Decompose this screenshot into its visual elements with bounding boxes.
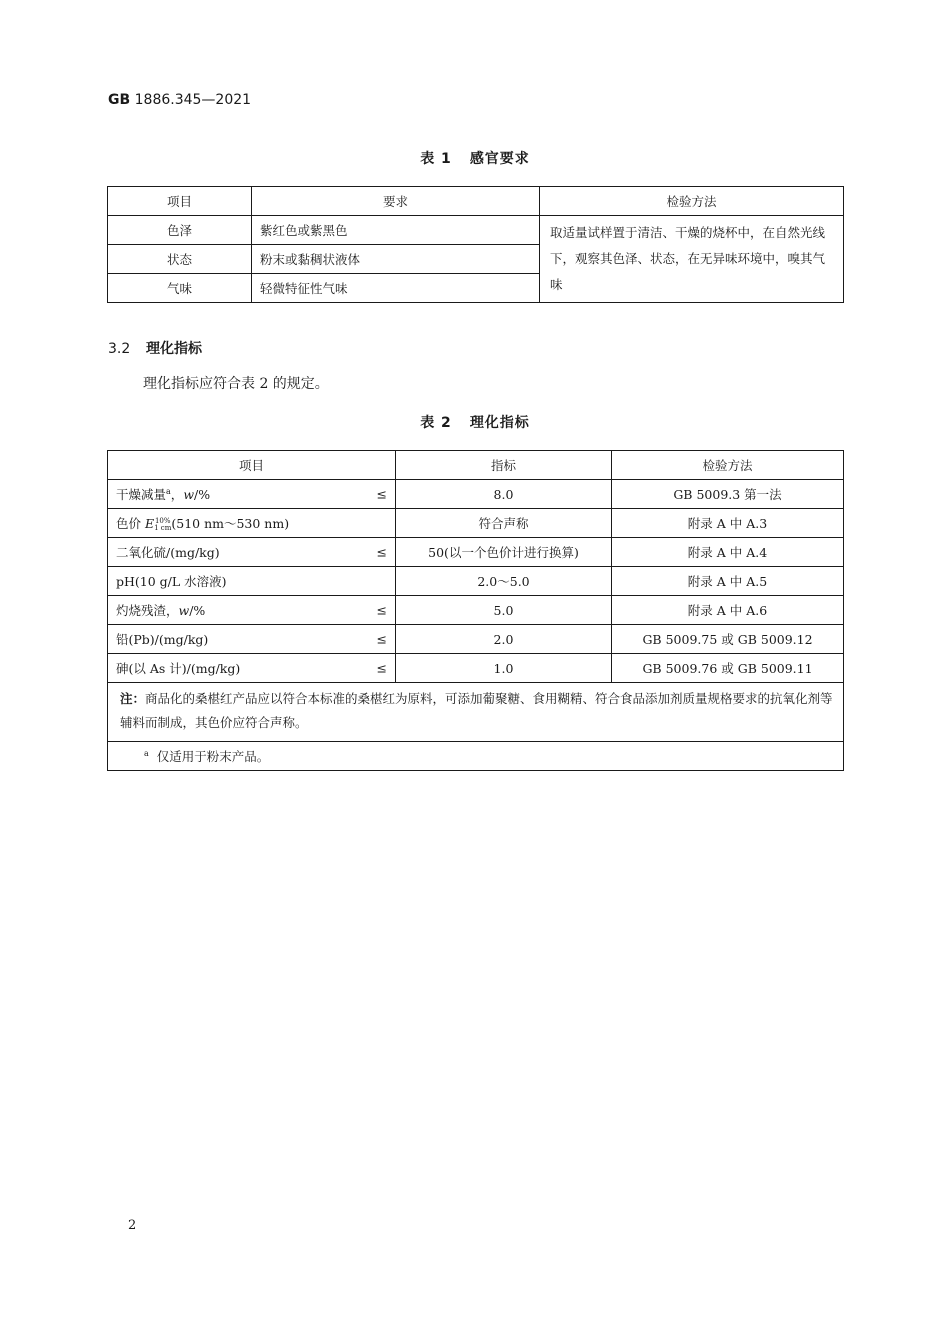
section-number: 3.2 xyxy=(108,341,131,357)
item-text: 砷(以 As 计)/(mg/kg) xyxy=(116,661,241,676)
le-symbol: ≤ xyxy=(376,544,387,560)
value-cell: 5.0 xyxy=(396,596,612,625)
value-cell: 符合声称 xyxy=(396,509,612,538)
item-cell xyxy=(108,654,396,683)
table-row xyxy=(108,625,844,654)
le-symbol: ≤ xyxy=(376,660,387,676)
header-cell: 要求 xyxy=(252,187,540,216)
header-cell: 指标 xyxy=(396,451,612,480)
item-variable: E xyxy=(144,516,155,531)
table2-caption xyxy=(0,412,950,432)
requirement-cell: 粉末或黏稠状液体 xyxy=(252,245,540,274)
le-symbol: ≤ xyxy=(376,486,387,502)
method-cell: GB 5009.3 第一法 xyxy=(612,480,844,509)
table-row xyxy=(108,596,844,625)
sub-bottom: 1 cm xyxy=(154,523,172,532)
item-cell: 状态 xyxy=(108,245,252,274)
value-cell: 50(以一个色价计进行换算) xyxy=(396,538,612,567)
section-paragraph: 理化指标应符合表 2 的规定。 xyxy=(143,376,329,392)
sensory-requirements-table xyxy=(107,186,844,303)
item-text: 灼烧残渣， xyxy=(116,603,179,618)
table-row xyxy=(108,509,844,538)
item-text: ， xyxy=(170,487,184,502)
value-cell: 2.0 xyxy=(396,625,612,654)
item-cell: 色泽 xyxy=(108,216,252,245)
footnote-row xyxy=(108,742,844,771)
header-cell: 项目 xyxy=(108,187,252,216)
item-text: 二氧化硫/(mg/kg) xyxy=(116,545,220,560)
requirement-cell: 紫红色或紫黑色 xyxy=(252,216,540,245)
page-number: 2 xyxy=(128,1218,137,1233)
table-header-row xyxy=(108,187,844,216)
document-header xyxy=(108,92,251,108)
value-cell: 1.0 xyxy=(396,654,612,683)
table1-caption xyxy=(0,148,950,168)
item-cell xyxy=(108,567,396,596)
table-row xyxy=(108,480,844,509)
requirement-cell: 轻微特征性气味 xyxy=(252,274,540,303)
header-cell: 检验方法 xyxy=(612,451,844,480)
item-text: pH(10 g/L 水溶液) xyxy=(116,574,227,589)
sub-top: 10% xyxy=(154,516,171,525)
item-text: 干燥减量 xyxy=(116,487,167,502)
table2-caption-title: 理化指标 xyxy=(469,415,530,431)
le-symbol: ≤ xyxy=(376,602,387,618)
item-variable: w xyxy=(178,603,190,618)
method-cell: GB 5009.76 或 GB 5009.11 xyxy=(612,654,844,683)
item-subscript xyxy=(154,518,171,532)
table1-caption-number: 表 1 xyxy=(420,151,452,167)
note-row xyxy=(108,683,844,742)
table-row xyxy=(108,538,844,567)
footnote-text: 仅适用于粉末产品。 xyxy=(156,749,270,764)
item-cell xyxy=(108,538,396,567)
item-text: (510 nm～530 nm) xyxy=(171,516,290,531)
value-cell: 2.0～5.0 xyxy=(396,567,612,596)
table1-caption-title: 感官要求 xyxy=(469,151,530,167)
footnote-mark: a xyxy=(144,748,149,758)
section-heading xyxy=(108,338,202,358)
footnote-ref: a xyxy=(166,486,171,496)
standard-number: 1886.345—2021 xyxy=(134,92,252,108)
note-text: 商品化的桑椹红产品应以符合本标准的桑椹红为原料，可添加葡聚糖、食用糊精、符合食品添加剂质量规格要求的抗氧化剂等辅料而制成，其色价应符合声称。 xyxy=(120,691,833,730)
method-cell: 取适量试样置于清洁、干燥的烧杯中，在自然光线下，观察其色泽、状态，在无异味环境中，嗅其气味 xyxy=(540,216,844,303)
header-cell: 项目 xyxy=(108,451,396,480)
table-row xyxy=(108,567,844,596)
note-label: 注： xyxy=(120,691,146,706)
table-header-row xyxy=(108,451,844,480)
standard-prefix: GB xyxy=(108,92,131,108)
section-title: 理化指标 xyxy=(146,341,202,357)
item-cell xyxy=(108,480,396,509)
item-cell xyxy=(108,625,396,654)
item-unit: /% xyxy=(194,487,211,502)
table2-caption-number: 表 2 xyxy=(420,415,452,431)
item-cell xyxy=(108,596,396,625)
item-cell xyxy=(108,509,396,538)
method-cell: 附录 A 中 A.6 xyxy=(612,596,844,625)
method-cell: GB 5009.75 或 GB 5009.12 xyxy=(612,625,844,654)
table-row xyxy=(108,654,844,683)
physicochemical-indicators-table xyxy=(107,450,844,771)
value-cell: 8.0 xyxy=(396,480,612,509)
item-text: 色价 xyxy=(116,516,145,531)
method-cell: 附录 A 中 A.5 xyxy=(612,567,844,596)
le-symbol: ≤ xyxy=(376,631,387,647)
item-variable: w xyxy=(183,487,195,502)
item-unit: /% xyxy=(189,603,206,618)
item-text: 铅(Pb)/(mg/kg) xyxy=(116,632,209,647)
item-cell: 气味 xyxy=(108,274,252,303)
method-cell: 附录 A 中 A.3 xyxy=(612,509,844,538)
header-cell: 检验方法 xyxy=(540,187,844,216)
footnote-cell xyxy=(108,742,844,771)
note-cell xyxy=(108,683,844,742)
table-row xyxy=(108,216,844,245)
method-cell: 附录 A 中 A.4 xyxy=(612,538,844,567)
